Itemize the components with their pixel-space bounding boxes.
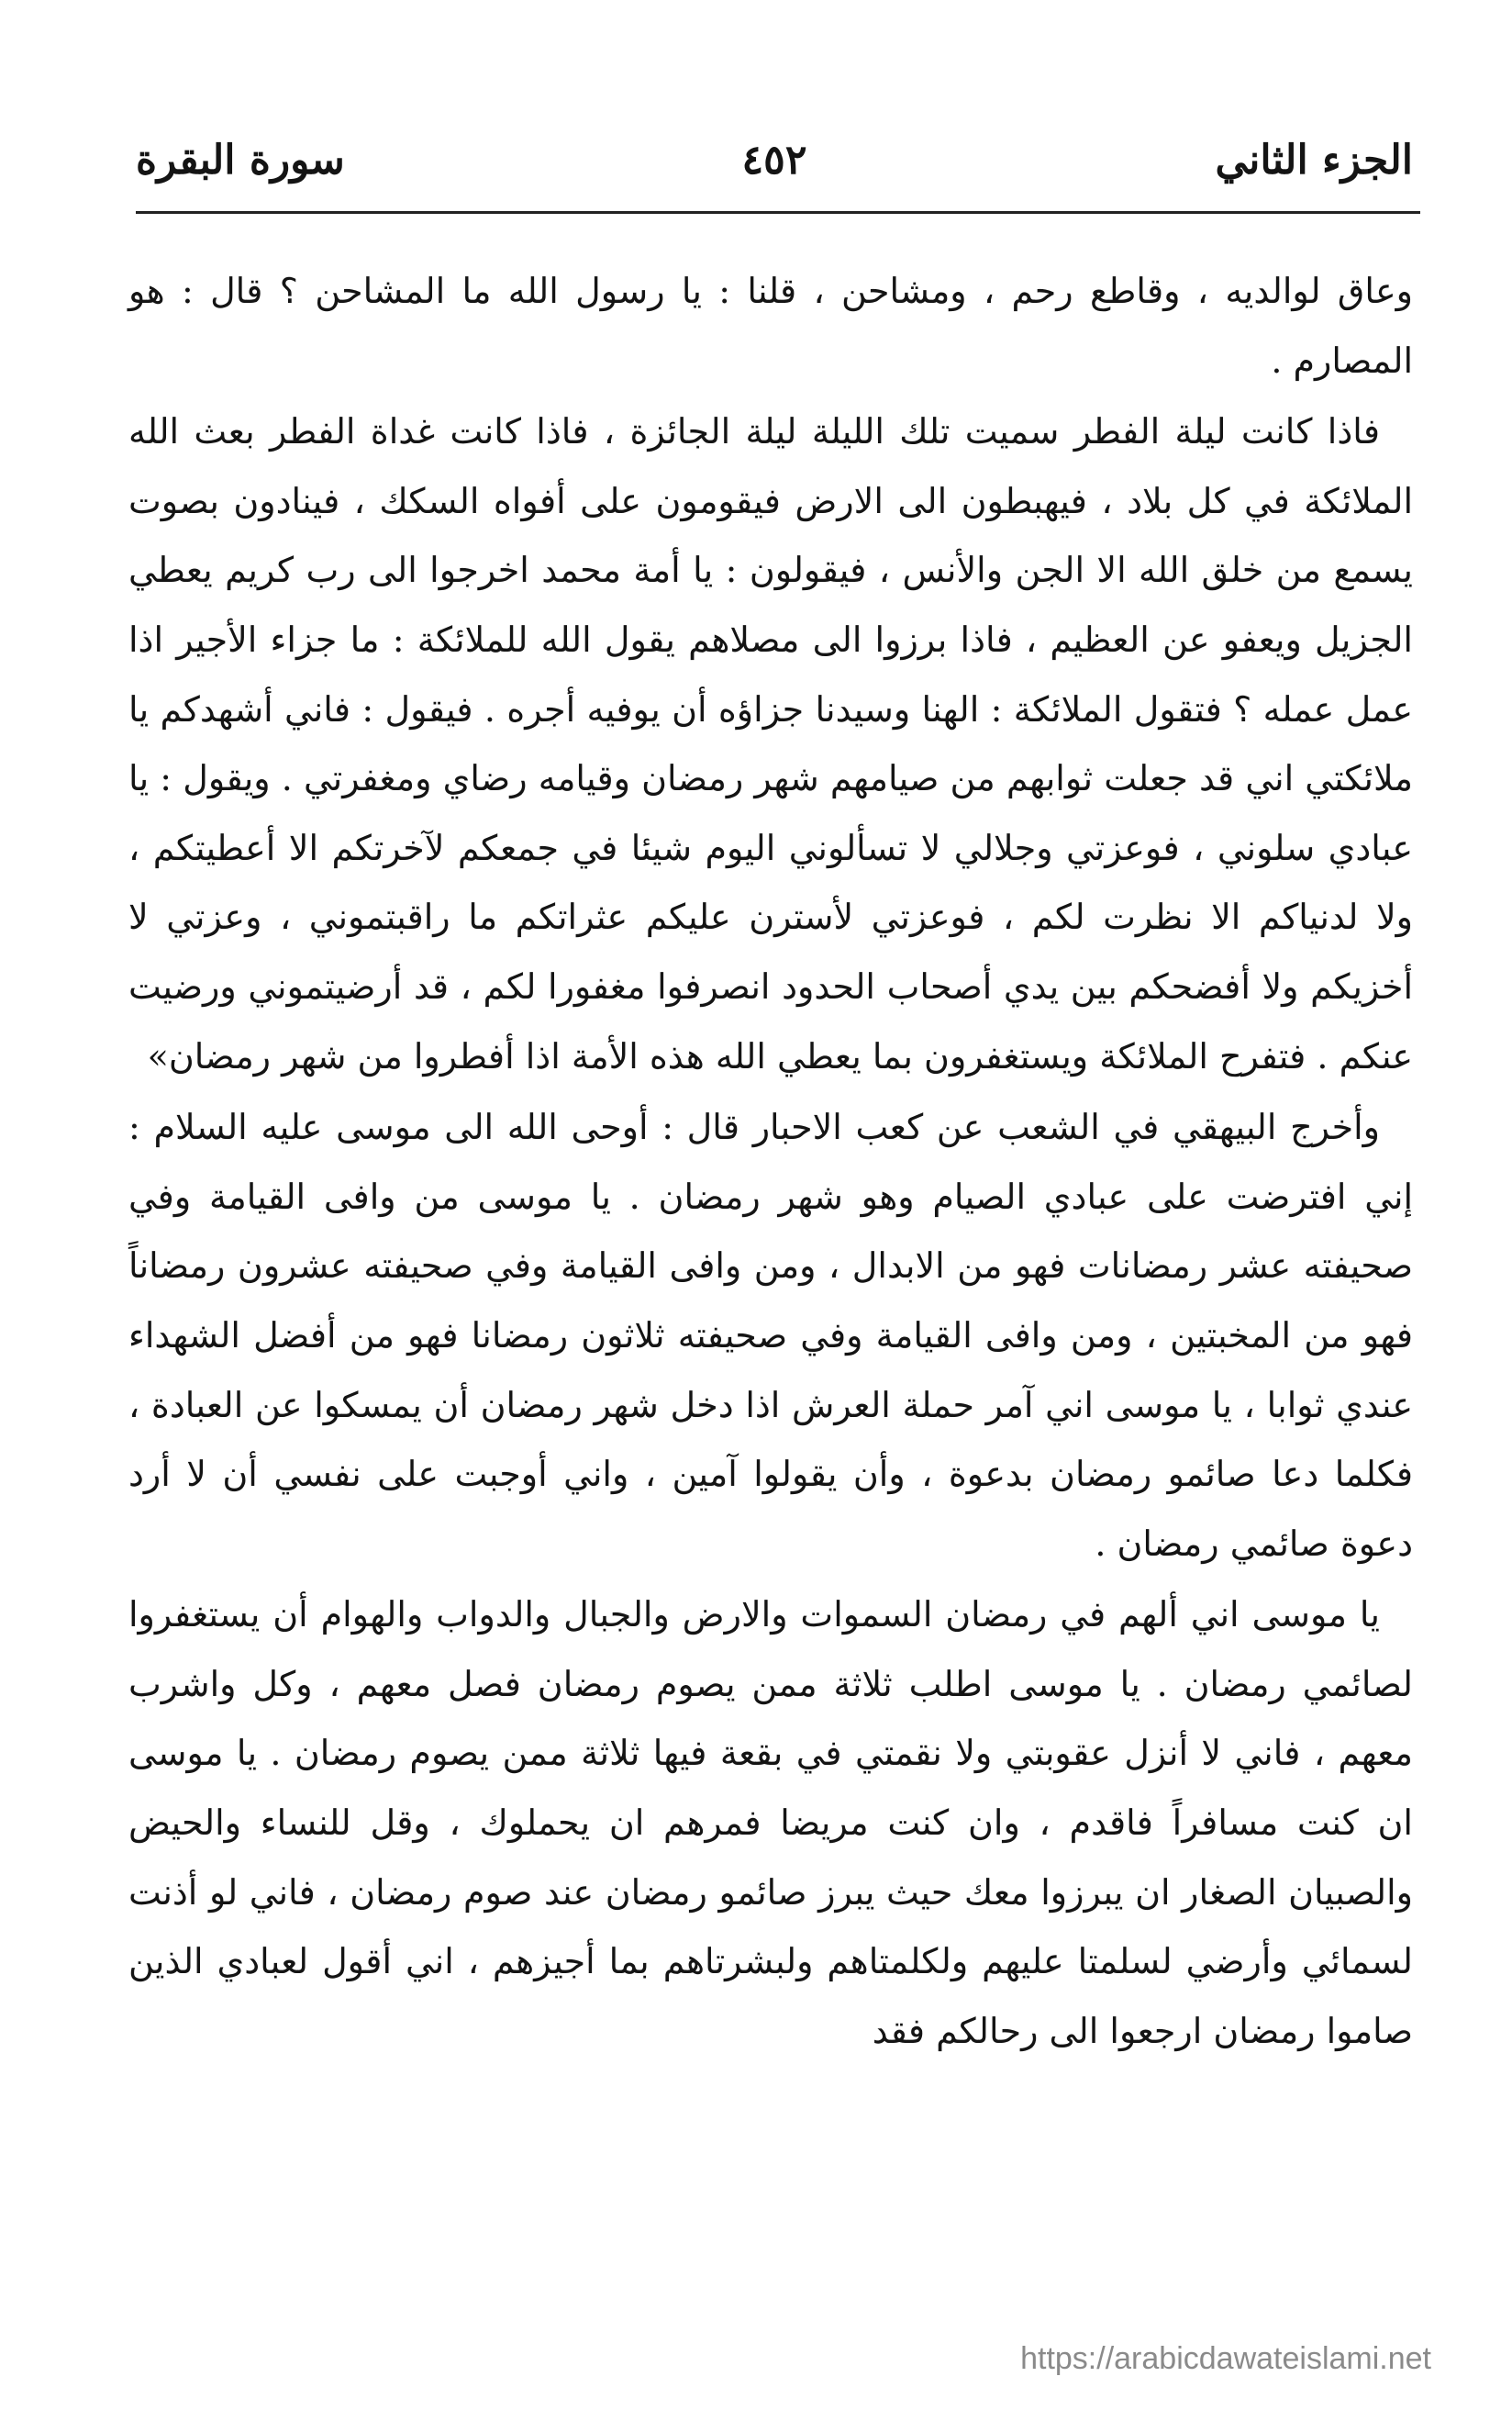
paragraph: وأخرج البيهقي في الشعب عن كعب الاحبار قال : أوحى الله الى موسى عليه السلام : إني افترضت على عبادي الصيام وهو شهر رمضان . يا موسى من وافى القيامة وفي صحيفته عشر رمضانات فهو من الابدال ، ومن وافى القيامة وفي صحيفته عشرون رمضاناً فهو من المخبتين ، ومن وافى القيامة وفي صحيفته ثلاثون رمضانا فهو من أفضل الشهداء عندي ثوابا ، يا موسى اني آمر حملة العرش اذا دخل شهر رمضان أن يمسكوا عن العبادة ، فكلما دعا صائمو رمضان بدعوة ، وأن يقولوا آمين ، واني أوجبت على نفسي أن لا أرد دعوة صائمي رمضان . (128, 1107, 1413, 1564)
header-divider (136, 211, 1420, 214)
page-number: ٤٥٢ (741, 137, 807, 184)
watermark-url: https://arabicdawateislami.net (1020, 2341, 1431, 2376)
page-header (136, 128, 1413, 193)
part-title: الجزء الثاني (1215, 137, 1413, 184)
paragraph: فاذا كانت ليلة الفطر سميت تلك الليلة ليلة الجائزة ، فاذا كانت غداة الفطر بعث الله الملائكة في كل بلاد ، فيهبطون الى الارض فيقومون على أفواه السكك ، فينادون بصوت يسمع من خلق الله الا الجن والأنس ، فيقولون : يا أمة محمد اخرجوا الى رب كريم يعطي الجزيل ويعفو عن العظيم ، فاذا برزوا الى مصلاهم يقول الله للملائكة : ما جزاء الأجير اذا عمل عمله ؟ فتقول الملائكة : الهنا وسيدنا جزاؤه أن يوفيه أجره . فيقول : فاني أشهدكم يا ملائكتي اني قد جعلت ثوابهم من صيامهم شهر رمضان وقيامه رضاي ومغفرتي . ويقول : يا عبادي سلوني ، فوعزتي وجلالي لا تسألوني اليوم شيئا في جمعكم لآخرتكم الا أعطيتكم ، ولا لدنياكم الا نظرت لكم ، فوعزتي لأسترن عليكم عثراتكم ما راقبتموني ، وعزتي لا أخزيكم ولا أفضحكم بين يدي أصحاب الحدود انصرفوا مغفورا لكم ، قد أرضيتموني ورضيت عنكم . فتفرح الملائكة ويستغفرون بما يعطي الله هذه الأمة اذا أفطروا من شهر رمضان» (128, 411, 1413, 1077)
paragraph: وعاق لوالديه ، وقاطع رحم ، ومشاحن ، قلنا : يا رسول الله ما المشاحن ؟ قال : هو المصارم . (128, 271, 1413, 381)
surah-title: سورة البقرة (136, 137, 345, 184)
body-text (128, 257, 1413, 2068)
paragraph: يا موسى اني ألهم في رمضان السموات والارض والجبال والدواب والهوام أن يستغفروا لصائمي رمضان . يا موسى اطلب ثلاثة ممن يصوم رمضان فصل معهم ، وكل واشرب معهم ، فاني لا أنزل عقوبتي ولا نقمتي في بقعة فيها ثلاثة ممن يصوم رمضان . يا موسى ان كنت مسافراً فاقدم ، وان كنت مريضا فمرهم ان يحملوك ، وقل للنساء والحيض والصبيان الصغار ان يبرزوا معك حيث يبرز صائمو رمضان عند صوم رمضان ، فاني لو أذنت لسمائي وأرضي لسلمتا عليهم ولكلمتاهم ولبشرتاهم بما أجيزهم ، اني أقول لعبادي الذين صاموا رمضان ارجعوا الى رحالكم فقد (128, 1594, 1413, 2051)
